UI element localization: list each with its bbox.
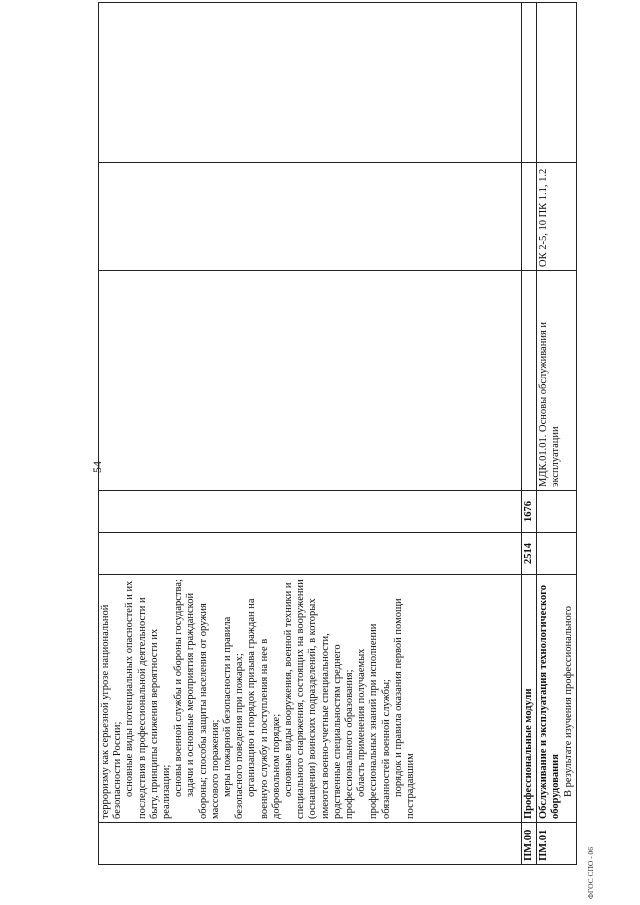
hours-required-cell: [99, 491, 522, 533]
description-paragraph: основные виды вооружения, военной техники и специального снаряжения, состоящих на вооружении (оснащении) воинских подразделений, в которых имеются военно-учетные специальности, родственные специальностям среднего профессионального образования;: [283, 579, 356, 819]
module-title: Обслуживание и эксплуатация технологического оборудования: [538, 585, 562, 819]
hours-total-cell: [537, 533, 577, 575]
competencies: ОК 2-5, 10 ПК 1.1, 1.2: [537, 163, 577, 271]
mdk-cell: МДК.01.01. Основы обслуживания и эксплуатации: [537, 271, 577, 491]
description-cell: [99, 575, 522, 823]
hours-required-cell: [537, 491, 577, 533]
table-row-pm00: [522, 3, 537, 865]
curriculum-table: [98, 2, 577, 865]
competencies-cell: [99, 163, 522, 271]
hours-required: 1676: [522, 491, 537, 533]
module-code: ПМ.01: [537, 823, 577, 865]
description-paragraph: область применения получаемых профессиональных знаний при исполнении обязанностей военной службы;: [356, 623, 392, 819]
page-number: 54: [90, 461, 104, 473]
code-cell: [99, 823, 522, 865]
hours-total-cell: [99, 533, 522, 575]
competencies-cell: [522, 163, 537, 271]
footer-label: ФГОС СПО - 06: [586, 846, 595, 899]
table-row-continuation: [99, 3, 522, 865]
hours-total: 2514: [522, 533, 537, 575]
description-paragraph: порядок и правила оказания первой помощи пострадавшим: [392, 598, 417, 819]
module-text: В результате изучения профессионального: [562, 605, 574, 797]
description-paragraph: задачи и основные мероприятия гражданской обороны; способы защиты населения от оружия массового поражения;: [185, 592, 221, 819]
description-paragraph: основы военной службы и обороны государства;: [173, 579, 185, 797]
blank-cell: [537, 3, 577, 163]
description-paragraph: организацию и порядок призыва граждан на военную службу и поступления на нее в добровольном порядке;: [246, 598, 282, 819]
discipline-cell: [99, 271, 522, 491]
description-paragraph: основные виды потенциальных опасностей и их последствия в профессиональной деятельности и быту, принципы снижения вероятности их реализации;: [124, 580, 173, 819]
module-code: ПМ.00: [522, 823, 537, 865]
description-paragraph: меры пожарной безопасности и правила безопасного поведения при пожарах;: [222, 616, 246, 819]
discipline-cell: [522, 271, 537, 491]
blank-cell: [99, 3, 522, 163]
module-title: Профессиональные модули: [522, 575, 537, 823]
description-paragraph: терроризму как серьезной угрозе национальной безопасности России;: [100, 604, 124, 819]
table-row-pm01: [537, 3, 577, 865]
blank-cell: [522, 3, 537, 163]
module-description: [537, 575, 577, 823]
